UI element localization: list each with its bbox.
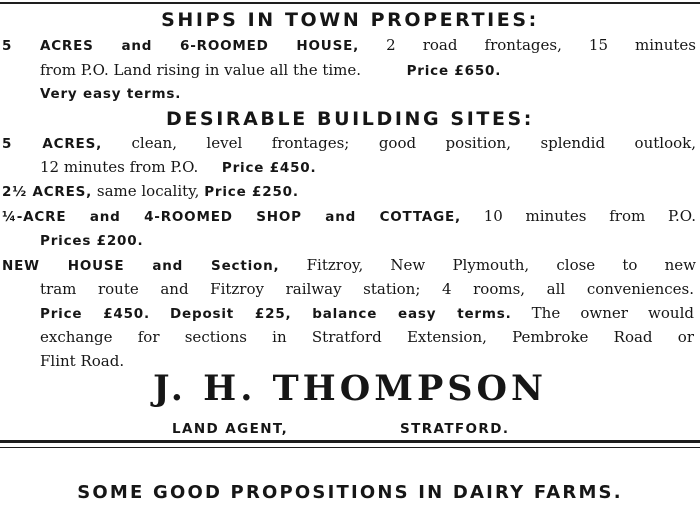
listing-lead: ¼-ACRE and 4-ROOMED SHOP and COTTAGE,	[2, 209, 461, 225]
listing-price: Price £450.	[221, 160, 317, 176]
section-heading-dairy-farms: SOME GOOD PROPOSITIONS IN DAIRY FARMS.	[77, 482, 623, 503]
agent-town: STRATFORD.	[400, 421, 510, 437]
listing-line	[40, 304, 694, 322]
agent-title: LAND AGENT,	[172, 421, 289, 437]
section-heading-building-sites: DESIRABLE BUILDING SITES:	[165, 108, 535, 130]
listing-line: Flint Road.	[40, 352, 125, 370]
listing-text: Fitzroy, New Plymouth, close to new	[306, 256, 696, 274]
listing-lead: 5 ACRES,	[2, 136, 103, 152]
top-rule	[0, 2, 700, 4]
listing-price: Price £250.	[204, 184, 299, 200]
listing-text: 12 minutes from P.O.	[40, 158, 199, 176]
listing-price: Price £450.	[40, 306, 150, 322]
listing-lead: 2½ ACRES,	[2, 184, 93, 200]
agent-name: J. H. THOMPSON	[152, 368, 548, 409]
listing-line	[2, 256, 696, 274]
listing-line: tram route and Fitzroy railway station; 4 rooms, all conveniences.	[40, 280, 694, 298]
listing-price: Prices £200.	[40, 233, 144, 249]
listing-lead: 5 ACRES and 6-ROOMED HOUSE,	[2, 38, 360, 54]
listing-text: same locality,	[96, 182, 200, 200]
divider-rule	[0, 440, 700, 443]
listing-text: clean, level frontages; good position, splendid outlook,	[131, 134, 696, 152]
listing-line	[2, 134, 696, 152]
listing-line: exchange for sections in Stratford Extension, Pembroke Road or	[40, 328, 694, 346]
listing-text: from P.O. Land rising in value all the time.	[40, 61, 362, 79]
listing-text: 10 minutes from P.O.	[483, 207, 696, 225]
listing-line	[40, 61, 690, 79]
listing-line	[40, 158, 316, 176]
listing-line	[2, 182, 299, 200]
listing-price: Price £650.	[406, 63, 502, 79]
listing-text: The owner would	[531, 304, 694, 322]
listing-line	[2, 207, 696, 225]
listing-deposit: Deposit £25, balance easy terms.	[170, 306, 512, 322]
listing-terms: Very easy terms.	[40, 86, 182, 102]
divider-rule	[0, 447, 700, 448]
listing-line	[2, 36, 696, 54]
section-heading-town-properties: SHIPS IN TOWN PROPERTIES:	[161, 9, 539, 31]
listing-lead: NEW HOUSE and Section,	[2, 258, 280, 274]
listing-text: 2 road frontages, 15 minutes	[386, 36, 696, 54]
